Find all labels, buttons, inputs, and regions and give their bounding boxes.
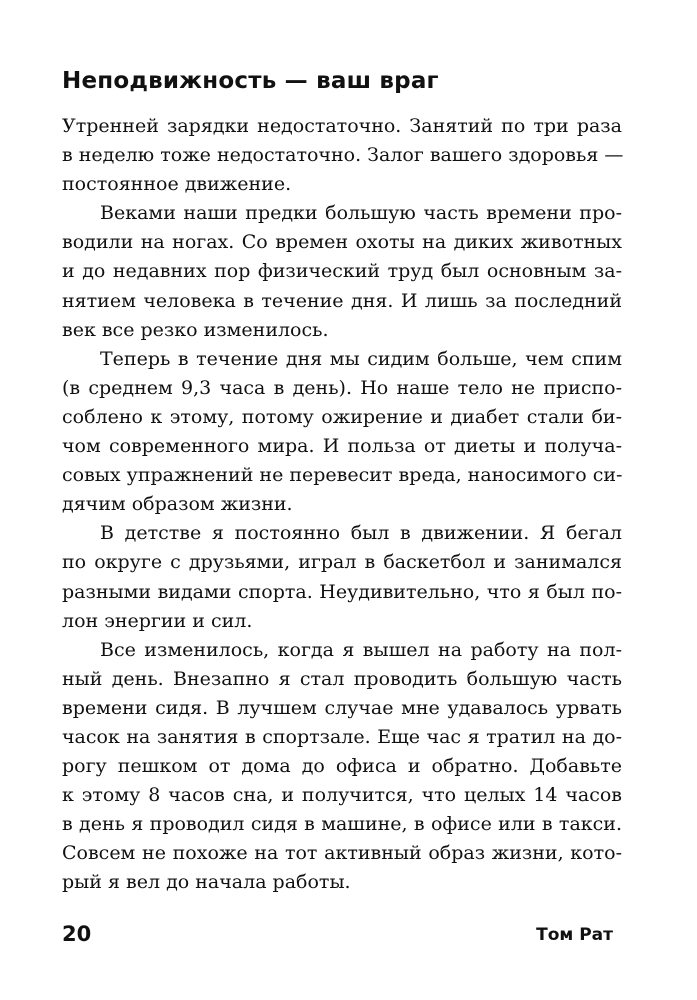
text-line: нятием человека в течение дня. И лишь за последний — [62, 289, 622, 312]
text-line: В детстве я постоянно был в движении. Я бегал — [100, 522, 622, 545]
text-line: Теперь в течение дня мы сидим больше, чем спим — [100, 347, 622, 370]
text-line: времени сидя. В лучшем случае мне удавалось урвать — [62, 696, 622, 719]
body-text — [62, 112, 622, 898]
text-line: соблено к этому, потому ожирение и диабет стали би- — [62, 405, 622, 428]
page-number: 20 — [62, 922, 92, 946]
text-line: Веками наши предки большую часть времени про- — [100, 202, 622, 225]
text-line: чом современного мира. И польза от диеты и получа- — [62, 435, 622, 458]
running-footer-author: Том Рат — [536, 925, 613, 945]
text-line: совых упражнений не перевесит вреда, наносимого си- — [62, 464, 623, 487]
text-line: рогу пешком от дома до офиса и обратно. Добавьте — [62, 755, 622, 778]
text-line: разными видами спорта. Неудивительно, что я был по- — [62, 580, 622, 603]
text-line: (в среднем 9,3 часа в день). Но наше тело не приспо- — [62, 376, 622, 399]
text-line: ный день. Внезапно я стал проводить большую часть — [62, 667, 622, 690]
text-line: к этому 8 часов сна, и получится, что целых 14 часов — [62, 784, 622, 807]
paragraph — [62, 519, 622, 635]
text-line: дячим образом жизни. — [62, 493, 293, 516]
paragraph — [62, 636, 622, 898]
text-line: в неделю тоже недостаточно. Залог вашего здоровья — — [62, 144, 624, 167]
text-line: по округе с друзьями, играл в баскетбол и занимался — [62, 551, 622, 574]
text-line: Совсем не похоже на тот активный образ жизни, кото- — [62, 842, 622, 865]
text-line: век все резко изменилось. — [62, 318, 329, 341]
paragraph — [62, 345, 622, 520]
text-line: водили на ногах. Со времен охоты на диких животных — [62, 231, 622, 254]
text-line: Утренней зарядки недостаточно. Занятий по три раза — [62, 115, 622, 137]
paragraph — [62, 199, 622, 344]
page-title: Неподвижность — ваш враг — [62, 68, 439, 94]
text-line: постоянное движение. — [62, 173, 292, 196]
text-line: и до недавних пор физический труд был основным за- — [62, 260, 622, 283]
paragraph — [62, 112, 622, 199]
text-line: в день я проводил сидя в машине, в офисе или в такси. — [62, 813, 622, 836]
text-line: часок на занятия в спортзале. Еще час я тратил на до- — [62, 725, 622, 748]
text-line: лон энергии и сил. — [62, 609, 253, 632]
text-line: Все изменилось, когда я вышел на работу на пол- — [100, 638, 622, 661]
text-line: рый я вел до начала работы. — [62, 871, 351, 894]
